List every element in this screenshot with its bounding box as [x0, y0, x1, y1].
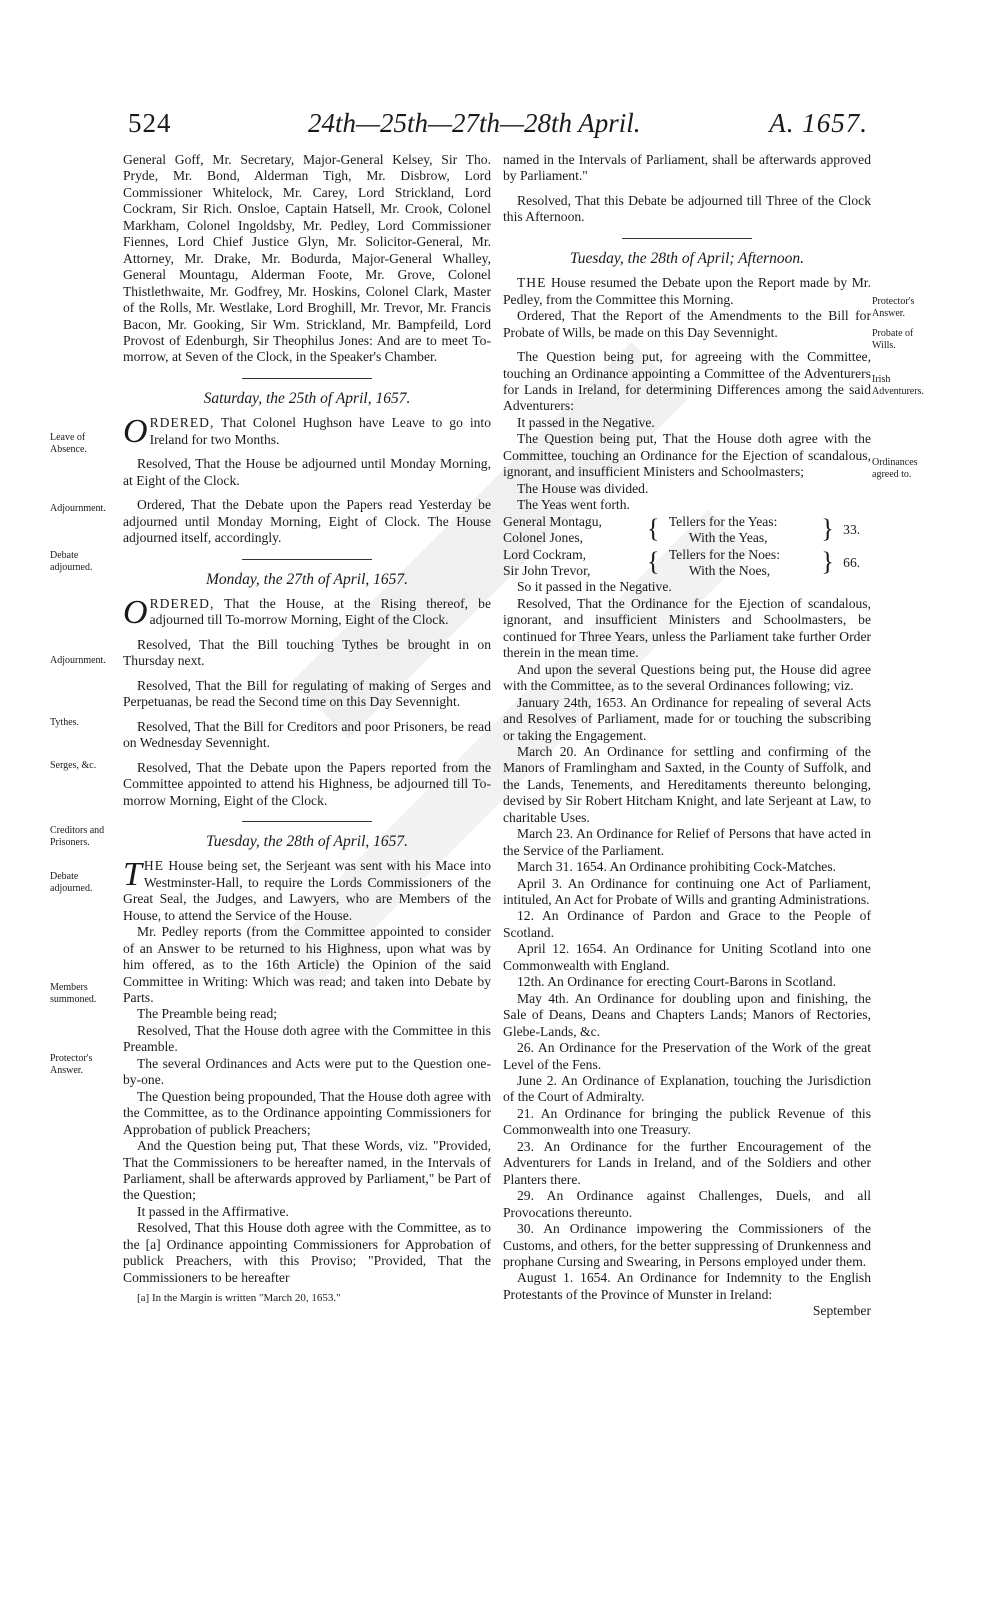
- header-dates: 24th—25th—27th—28th April.: [308, 108, 641, 138]
- paragraph: Resolved, That the House doth agree with the Committee in this Preamble.: [123, 1022, 491, 1055]
- section-heading: Tuesday, the 28th of April; Afternoon.: [569, 249, 805, 267]
- brace: }: [821, 513, 834, 543]
- paragraph: The Question being put, for agreeing with the Committee, touching an Ordinance appointing a Committee of the Adventurers for Lands in Ireland, for determining Differences among the said Adventurers:: [503, 349, 871, 414]
- paragraph: March 23. An Ordinance for Relief of Persons that have acted in the Service of the Parliament.: [503, 826, 871, 858]
- paragraph: May 4th. An Ordinance for doubling upon and finishing, the Sale of Deans, Deans and Chapters Lands; Manors of Rectories, Glebe-Lands, &c.: [503, 990, 871, 1039]
- teller-name: Sir John Trevor,: [503, 562, 591, 578]
- paragraph: January 24th, 1653. An Ordinance for repealing of several Acts and Resolves of Parliament, made for or touching the subscribing or taking the Engagement.: [503, 694, 871, 743]
- margin-note: Debate adjourned.: [50, 550, 93, 573]
- drop-cap: O: [123, 413, 148, 451]
- margin-note: Probate of Wills.: [872, 328, 914, 351]
- teller-role: With the Noes,: [688, 562, 771, 578]
- paragraph-text: House resumed the Debate upon the Report made by Mr. Pedley, from the Committee this Morning.: [503, 275, 871, 307]
- paragraph: April 12. 1654. An Ordinance for Uniting Scotland into one Commonwealth with England.: [503, 941, 871, 973]
- brace: {: [647, 546, 660, 576]
- catchword: September: [812, 1303, 871, 1319]
- paragraph: Resolved, That the Debate upon the Papers reported from the Committee appointed to attend his Highness, be adjourned till To-morrow Morning, Eight of the Clock.: [123, 759, 491, 808]
- section-heading: Tuesday, the 28th of April, 1657.: [205, 832, 409, 850]
- small-caps: RDERED,: [149, 415, 215, 431]
- teller-name: General Montagu,: [503, 513, 602, 529]
- margin-note: Ordinances agreed to.: [872, 457, 918, 480]
- paragraph: The Question being propounded, That the House doth agree with the Committee, as to the Ordinance appointing Commissioners for Approbation of publick Preachers;: [123, 1088, 491, 1137]
- margin-note: Irish Adventurers.: [872, 374, 924, 397]
- vote-count: 66.: [843, 554, 861, 570]
- section-rule: [242, 378, 372, 379]
- paragraph-text: That Colonel Hughson have Leave to go into Ireland for two Months.: [149, 415, 491, 447]
- paragraph: [123, 593, 491, 631]
- paragraph: [503, 275, 871, 308]
- teller-role: Tellers for the Yeas:: [668, 513, 778, 529]
- paragraph: 12. An Ordinance of Pardon and Grace to the People of Scotland.: [503, 908, 871, 940]
- paragraph: [123, 413, 491, 451]
- paragraph: Ordered, That the Report of the Amendments to the Bill for Probate of Wills, be made on this Day Sevennight.: [503, 308, 871, 340]
- section-rule: [242, 559, 372, 560]
- paragraph: March 20. An Ordinance for settling and confirming of the Manors of Framlingham and Saxted, in the County of Suffolk, and the Lands, Tenements, and Hereditaments thereunto belonging, devised by Sir Robert Hitcham Knight, and late Serjeant at Law, to charitable Uses.: [503, 743, 871, 825]
- brace: }: [821, 546, 834, 576]
- page-number: 524: [128, 108, 172, 138]
- teller-name: Lord Cockram,: [503, 546, 587, 562]
- paragraph: And the Question being put, That these Words, viz. "Provided, That the Commissioners to be hereafter named, in the Intervals of Parliament, shall be afterwards approved by Parliament," be Part of the Question;: [123, 1138, 491, 1203]
- brace: {: [647, 513, 660, 543]
- margin-note: Adjournment.: [50, 503, 106, 514]
- margin-note: Members summoned.: [50, 982, 97, 1005]
- paragraph: 26. An Ordinance for the Preservation of the Work of the great Level of the Fens.: [503, 1040, 871, 1072]
- section-rule: [622, 238, 752, 239]
- paragraph-text: That the House, at the Rising thereof, be adjourned till To-morrow Morning, Eight of the Clock.: [149, 595, 491, 628]
- drop-cap: T: [123, 856, 142, 894]
- margin-note: Protector's Answer.: [50, 1053, 93, 1076]
- header-year: A. 1657.: [769, 108, 868, 138]
- teller-role: With the Yeas,: [688, 530, 768, 546]
- paragraph: 30. An Ordinance impowering the Commissioners of the Customs, and others, for the better suppressing of Drunkenness and prophane Cursing and Swearing, in Persons employed under them.: [503, 1221, 871, 1269]
- paragraph: Resolved, That this House doth agree with the Committee, as to the [a] Ordinance appointing Commissioners for Approbation of publick Preachers, with this Proviso; "Provided, That the Commissioners to be hereafter: [123, 1220, 491, 1285]
- paragraph: Ordered, That the Debate upon the Papers read Yesterday be adjourned until Monday Morning, Eight of Clock. The House adjourned itself, accordingly.: [123, 497, 491, 546]
- paragraph: 21. An Ordinance for bringing the publick Revenue of this Commonwealth into one Treasury.: [503, 1105, 871, 1138]
- paragraph: 29. An Ordinance against Challenges, Duels, and all Provocations thereunto.: [503, 1188, 871, 1220]
- right-column: [503, 152, 871, 1320]
- paragraph: April 3. An Ordinance for continuing one Act of Parliament, intituled, An Act for Probate of Wills and granting Administrations.: [503, 875, 871, 908]
- tellers-block: [503, 514, 871, 580]
- paragraph: named in the Intervals of Parliament, shall be afterwards approved by Parliament.": [503, 152, 871, 184]
- page-header: [128, 108, 868, 154]
- left-column: [123, 152, 491, 1307]
- margin-note: Tythes.: [50, 717, 80, 728]
- paragraph: [123, 858, 491, 924]
- paragraph: March 31. 1654. An Ordinance prohibiting Cock-Matches.: [517, 859, 837, 875]
- paragraph: Resolved, That the House be adjourned until Monday Morning, at Eight of the Clock.: [123, 456, 491, 488]
- margin-note: Creditors and Prisoners.: [50, 825, 105, 848]
- margin-note: Serges, &c.: [50, 760, 97, 771]
- paragraph: The House was divided.: [517, 480, 649, 496]
- small-caps: HE: [143, 858, 165, 874]
- paragraph: It passed in the Affirmative.: [137, 1203, 289, 1219]
- tellers-table: [503, 514, 871, 580]
- teller-name: Colonel Jones,: [503, 530, 584, 546]
- paragraph: So it passed in the Negative.: [517, 579, 672, 595]
- paragraph: The several Ordinances and Acts were put to the Question one-by-one.: [123, 1055, 491, 1088]
- paragraph: 23. An Ordinance for the further Encouragement of the Adventurers for Lands in Ireland, and of the Soldiers and other Planters there.: [503, 1138, 871, 1187]
- small-caps: RDERED,: [149, 595, 215, 611]
- margin-note: Protector's Answer.: [872, 296, 915, 319]
- paragraph: Resolved, That the Bill touching Tythes be brought in on Thursday next.: [123, 636, 491, 669]
- teller-role: Tellers for the Noes:: [668, 546, 780, 562]
- paragraph: It passed in the Negative.: [517, 414, 655, 430]
- paragraph: Resolved, That the Ordinance for the Ejection of scandalous, ignorant, and insufficient Ministers and Schoolmasters, be continued for Three Years, unless the Parliament take further Order therein in the mean time.: [503, 595, 871, 661]
- paragraph: General Goff, Mr. Secretary, Major-General Kelsey, Sir Tho. Pryde, Mr. Bond, Alderman Tigh, Mr. Disbrow, Lord Commissioner Whitelock, Mr. Carey, Lord Strickland, Lord Cockram, Sir Rich. Onsloe, Captain Hatsell, Mr. Crook, Colonel Markham, Colonel Ingoldsby, Mr. Pedley, Lord Commissioner Fiennes, Lord Chief Justice Glyn, Mr. Solicitor-General, Mr. Attorney, Mr. Drake, Mr. Bodurda, Major-General Whalley, General Mountagu, Alderman Foote, Mr. Grove, Colonel Thistlethwaite, Mr. Godfrey, Mr. Hoskins, Colonel Clark, Master of the Rolls, Mr. Westlake, Lord Broghill, Mr. Trevor, Mr. Francis Bacon, Mr. Gooking, Sir Wm. Strickland, Mr. Bampfeild, Lord Provost of Edenburgh, Sir Theophilus Jones: And are to meet To-morrow, at Seven of the Clock, in the Speaker's Chamber.: [123, 152, 491, 365]
- paragraph: August 1. 1654. An Ordinance for Indemnity to the English Protestants of the Province of Munster in Ireland:: [503, 1270, 871, 1302]
- small-caps: THE: [517, 275, 547, 291]
- section-heading: Saturday, the 25th of April, 1657.: [203, 389, 411, 407]
- paragraph: Mr. Pedley reports (from the Committee appointed to consider of an Answer to be returned to his Highness, upon what was by him offered, as to the 16th Article) the Opinion of the said Committee in Writing: Which was read; and taken into Debate by Parts.: [123, 924, 491, 1006]
- paragraph: Resolved, That the Bill for regulating of making of Serges and Perpetuanas, be read the Second time on this Day Sevennight.: [123, 677, 491, 710]
- footnote: [a] In the Margin is written "March 20, 1653.": [137, 1292, 341, 1305]
- margin-note: Leave of Absence.: [50, 432, 87, 455]
- margin-note: Adjournment.: [50, 655, 106, 666]
- section-rule: [242, 821, 372, 822]
- paragraph-text: House being set, the Serjeant was sent with his Mace into Westminster-Hall, to require the Lords Commissioners of the Great Seal, the Judges, and Lawyers, who are Members of the House, to attend the Service of the House.: [123, 858, 491, 923]
- paragraph: The Question being put, That the House doth agree with the Committee, touching an Ordinance for the Ejection of scandalous, ignorant, and insufficient Ministers and Schoolmasters;: [503, 431, 871, 480]
- paragraph: Resolved, That the Bill for Creditors and poor Prisoners, be read on Wednesday Sevennight.: [123, 718, 491, 751]
- section-heading: Monday, the 27th of April, 1657.: [205, 570, 409, 588]
- paragraph: And upon the several Questions being put, the House did agree with the Committee, as to the several Ordinances following; viz.: [503, 661, 871, 694]
- vote-count: 33.: [843, 521, 861, 537]
- drop-cap: O: [123, 593, 148, 631]
- paragraph: June 2. An Ordinance of Explanation, touching the Jurisdiction of the Court of Admiralty.: [503, 1073, 871, 1105]
- paragraph: 12th. An Ordinance for erecting Court-Barons in Scotland.: [517, 974, 837, 990]
- paragraph: Resolved, That this Debate be adjourned till Three of the Clock this Afternoon.: [503, 192, 871, 225]
- margin-note: Debate adjourned.: [50, 871, 93, 894]
- paragraph: The Preamble being read;: [137, 1006, 278, 1022]
- paragraph: The Yeas went forth.: [517, 497, 630, 513]
